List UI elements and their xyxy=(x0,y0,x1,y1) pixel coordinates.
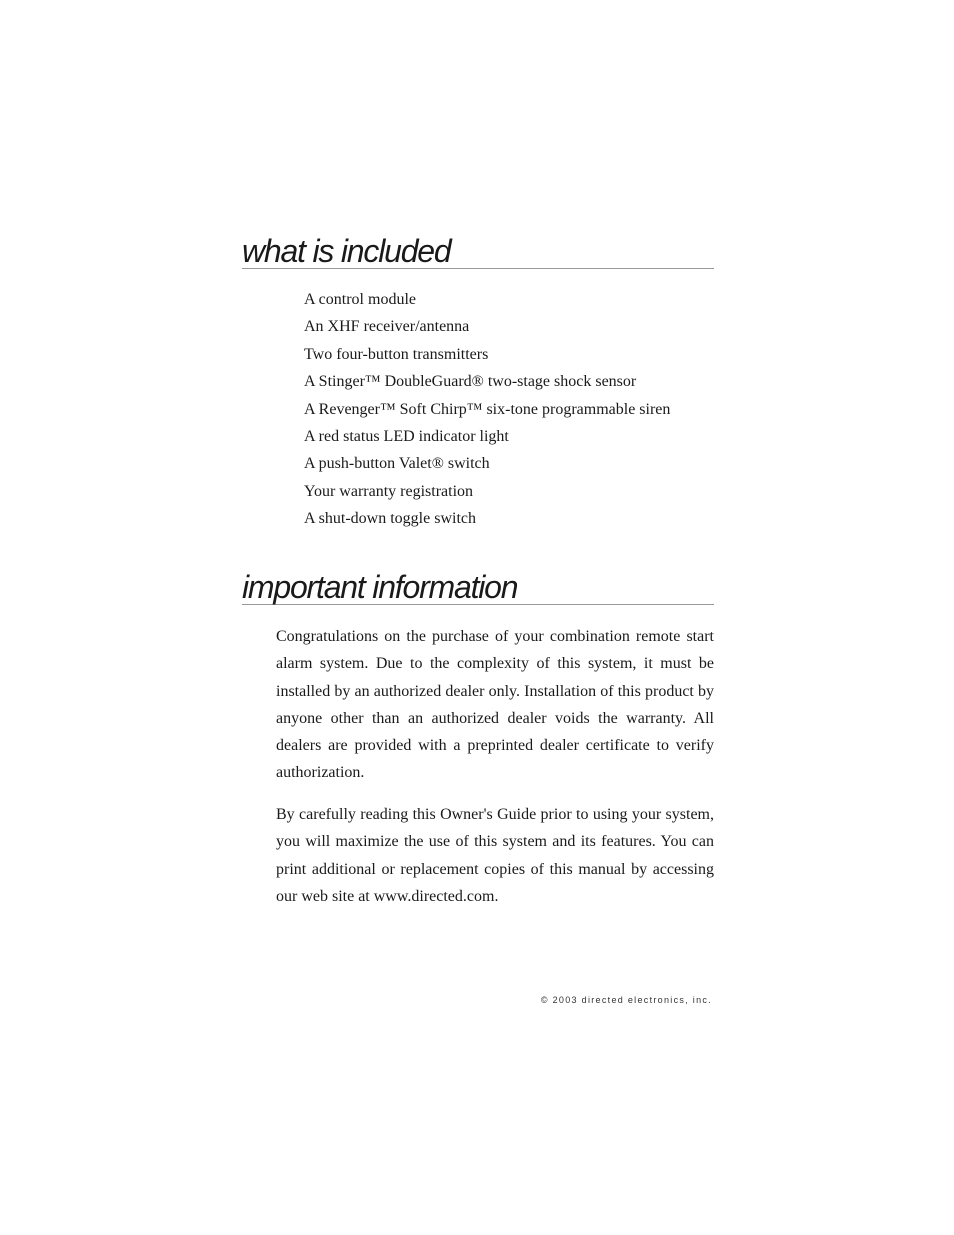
body-paragraph: By carefully reading this Owner's Guide prior to using your system, you will maximize the use of this system and its features. You can print additional or replacement copies of this manual by accessing our web site at www.directed.com. xyxy=(276,806,714,905)
list-item: Two four-button transmitters xyxy=(304,345,489,363)
section-heading-what-is-included xyxy=(242,234,714,269)
section-heading-important-information xyxy=(242,570,714,605)
list-item: A Stinger™ DoubleGuard® two-stage shock sensor xyxy=(304,373,637,391)
list-item: Your warranty registration xyxy=(304,482,474,500)
list-item: A control module xyxy=(304,291,416,308)
copyright-notice: © 2003 directed electronics, inc. xyxy=(540,995,712,1005)
list-item: A push-button Valet® switch xyxy=(304,455,490,473)
body-paragraph: Congratulations on the purchase of your combination remote start alarm system. Due to the complexity of this system, it must be installed by an authorized dealer only. Installation of this product by anyone other than an authorized dealer voids the warranty. All dealers are provided with a preprinted dealer certificate to verify authorization. xyxy=(276,628,714,782)
page-title-what-is-included: what is included xyxy=(242,233,451,269)
list-item: An XHF receiver/antenna xyxy=(304,318,470,336)
list-item: A Revenger™ Soft Chirp™ six-tone programmable siren xyxy=(304,400,671,418)
list-item: A shut-down toggle switch xyxy=(304,510,476,528)
page-title-important-information: important information xyxy=(242,569,518,605)
included-items-list xyxy=(304,286,670,533)
list-item: A red status LED indicator light xyxy=(304,427,509,445)
